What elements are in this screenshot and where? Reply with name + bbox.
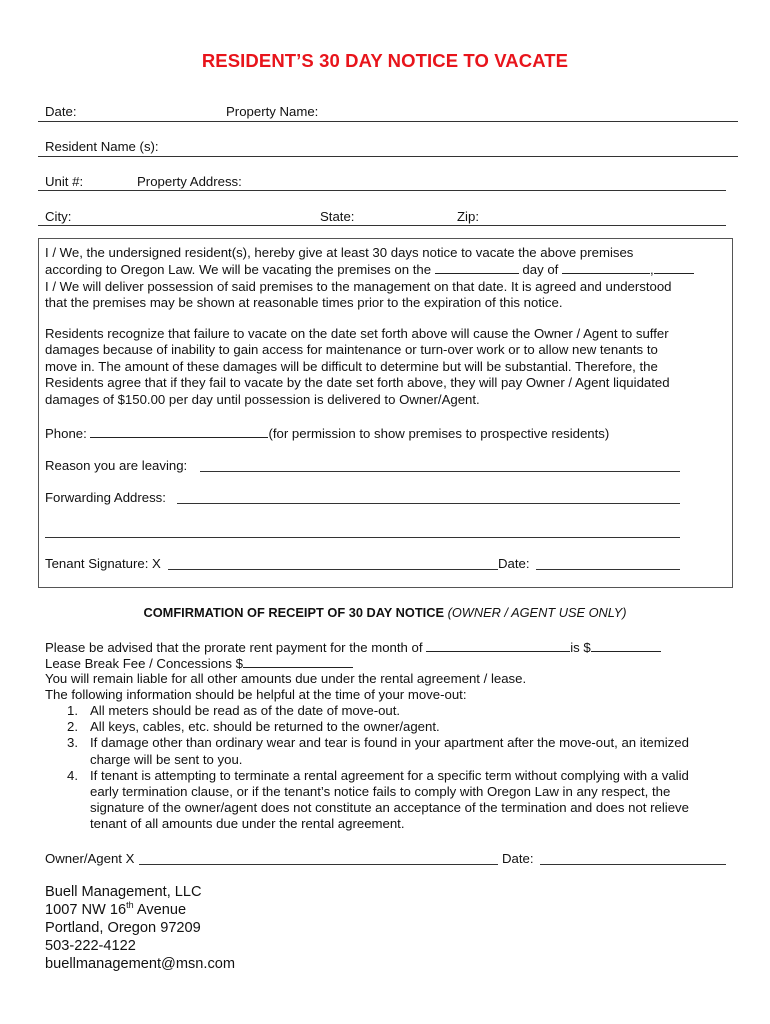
notice-line: damages because of inability to gain access for maintenance or turn-over work or to allow new tenants to	[45, 342, 658, 358]
prorate-row	[45, 639, 661, 655]
notice-line: Residents recognize that failure to vacate on the date set forth above will cause the Owner / Agent to suffer	[45, 326, 669, 341]
tenant-signature-field[interactable]	[168, 569, 498, 570]
address-line[interactable]	[38, 190, 726, 191]
company-email: buellmanagement@msn.com	[45, 956, 236, 972]
header-line-1[interactable]	[38, 121, 738, 122]
reason-label: Reason you are leaving:	[45, 458, 188, 473]
helpful-text: The following information should be helpful at the time of your move-out:	[45, 687, 467, 702]
notice-line: damages of $150.00 per day until possession is delivered to Owner/Agent.	[45, 391, 480, 407]
resident-name-label: Resident Name (s):	[45, 139, 159, 154]
lease-break-field[interactable]	[243, 655, 353, 668]
lease-break-row	[45, 655, 353, 671]
phone-note: (for permission to show premises to prospective residents)	[268, 426, 610, 441]
prorate-amount-field[interactable]	[591, 639, 661, 652]
city-label: City:	[45, 209, 72, 224]
phone-field[interactable]	[90, 425, 268, 438]
list-line: All meters should be read as of the date of move-out.	[90, 703, 401, 718]
prorate-amount-label: is $	[570, 640, 591, 655]
resident-name-line[interactable]	[38, 156, 738, 157]
owner-date-field[interactable]	[540, 864, 726, 865]
confirmation-title-bold: COMFIRMATION OF RECEIPT OF 30 DAY NOTICE	[143, 605, 444, 620]
list-line: If tenant is attempting to terminate a rental agreement for a specific term without complying with a valid	[90, 767, 689, 783]
notice-line: move in. The amount of these damages will be difficult to determine but will be substantial. Therefore, the	[45, 358, 658, 374]
liable-text: You will remain liable for all other amounts due under the rental agreement / lease.	[45, 671, 527, 686]
vacate-date-line	[45, 261, 735, 278]
company-phone: 503-222-4122	[45, 938, 136, 954]
forwarding-field-2[interactable]	[45, 537, 680, 538]
phone-label: Phone:	[45, 426, 87, 441]
vacate-day-field[interactable]	[435, 261, 519, 274]
notice-line: I / We will deliver possession of said premises to the management on that date. It is agreed and understood	[45, 278, 672, 294]
lease-break-label: Lease Break Fee / Concessions $	[45, 656, 243, 671]
prorate-text: Please be advised that the prorate rent payment for the month of	[45, 640, 423, 655]
list-item	[45, 703, 735, 719]
notice-text: day of	[522, 262, 559, 278]
list-number: 1.	[67, 703, 78, 718]
company-address	[45, 883, 235, 973]
street-suffix: th	[126, 900, 134, 911]
notice-paragraph-2	[45, 326, 735, 408]
list-number: 4.	[67, 767, 78, 783]
page-title: RESIDENT’S 30 DAY NOTICE TO VACATE	[201, 50, 569, 71]
owner-agent-label: Owner/Agent X	[45, 851, 135, 866]
notice-paragraph-1	[45, 245, 735, 312]
vacate-year-field[interactable]	[654, 261, 694, 274]
reason-field[interactable]	[200, 471, 680, 472]
list-number: 2.	[67, 719, 78, 735]
list-line: tenant of all amounts due under the rental agreement.	[90, 816, 405, 832]
state-label: State:	[320, 209, 355, 224]
city-line[interactable]	[38, 225, 726, 226]
list-line: early termination clause, or if the tenant’s notice fails to comply with Oregon Law in any respect, the	[90, 784, 671, 800]
tenant-signature-label: Tenant Signature: X	[45, 556, 161, 571]
company-street	[45, 901, 235, 919]
street-name: Avenue	[133, 902, 187, 918]
street-number: 1007 NW 16	[45, 902, 127, 918]
moveout-list	[45, 703, 735, 833]
owner-date-label: Date:	[502, 851, 534, 866]
tenant-date-field[interactable]	[536, 569, 680, 570]
zip-label: Zip:	[457, 209, 479, 224]
notice-text: according to Oregon Law. We will be vacating the premises on the	[45, 262, 432, 278]
list-item	[45, 735, 735, 767]
forwarding-field[interactable]	[177, 503, 680, 504]
forwarding-label: Forwarding Address:	[45, 490, 166, 505]
notice-line: Residents agree that if they fail to vacate by the date set forth above, they will pay Owner / Agent liquidated	[45, 375, 670, 391]
notice-text: ,	[650, 262, 654, 278]
notice-line: that the premises may be shown at reasonable times prior to the expiration of this notice.	[45, 295, 563, 311]
confirmation-title-italic: (OWNER / AGENT USE ONLY)	[447, 605, 627, 620]
unit-label: Unit #:	[45, 174, 84, 189]
confirmation-title	[0, 605, 770, 620]
prorate-month-field[interactable]	[426, 639, 570, 652]
tenant-date-label: Date:	[498, 556, 530, 571]
vacate-month-field[interactable]	[562, 261, 650, 274]
date-label: Date:	[45, 104, 77, 119]
list-line: signature of the owner/agent does not constitute an acceptance of the termination and does not relieve	[90, 800, 689, 816]
list-line: charge will be sent to you.	[90, 751, 243, 767]
owner-agent-signature-field[interactable]	[139, 864, 498, 865]
list-item	[45, 768, 735, 833]
list-line: All keys, cables, etc. should be returned to the owner/agent.	[90, 719, 440, 735]
notice-line: I / We, the undersigned resident(s), hereby give at least 30 days notice to vacate the above premises	[45, 245, 634, 260]
list-line: If damage other than ordinary wear and tear is found in your apartment after the move-out, an itemized	[90, 735, 689, 751]
list-number: 3.	[67, 735, 78, 751]
phone-row	[45, 425, 609, 441]
property-address-label: Property Address:	[137, 174, 242, 189]
list-item	[45, 719, 735, 735]
property-name-label: Property Name:	[226, 104, 319, 119]
company-city: Portland, Oregon 97209	[45, 920, 201, 936]
company-name: Buell Management, LLC	[45, 884, 202, 900]
